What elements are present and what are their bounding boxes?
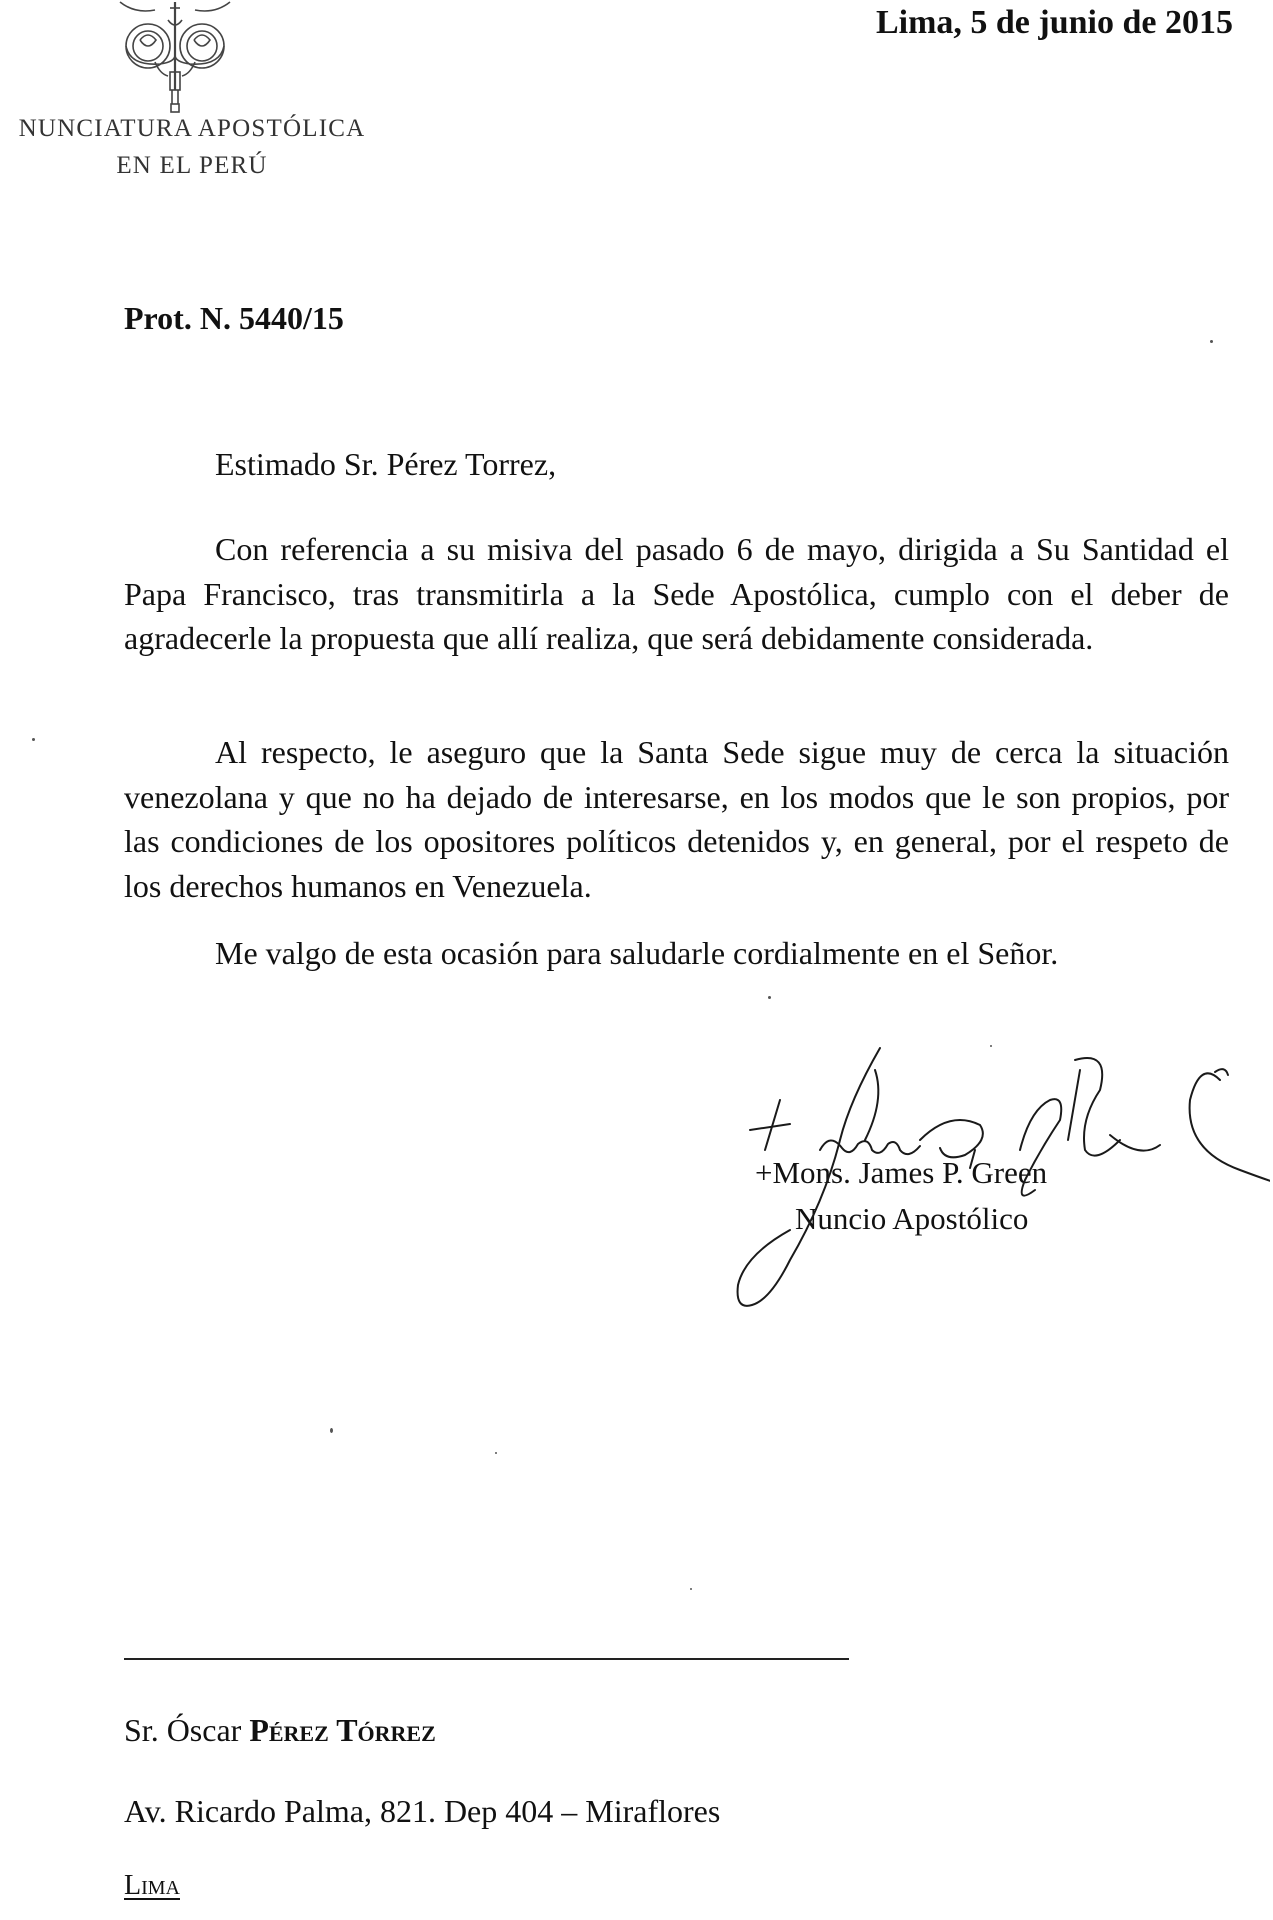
letter-date: Lima, 5 de junio de 2015 (875, 4, 1233, 41)
scan-speck (330, 1428, 333, 1433)
body-paragraph-2: Al respecto, le aseguro que la Santa Sede sigue muy de cerca la situación venezolana y que no ha dejado de interesarse, en los modos que le son propios, por las condiciones de los opositores políticos detenidos y, en general, por el respeto de los derechos humanos en Venezuela. (124, 734, 1229, 904)
recipient-name (124, 1712, 436, 1749)
scan-speck (32, 738, 35, 741)
scan-speck (1210, 340, 1213, 343)
salutation: Estimado Sr. Pérez Torrez, (215, 446, 557, 482)
scan-speck (690, 1588, 692, 1590)
signatory-title: Nuncio Apostólico (795, 1201, 1029, 1236)
protocol-number: Prot. N. 5440/15 (124, 300, 344, 336)
scan-speck (768, 996, 771, 999)
recipient-city: Lima (124, 1870, 180, 1901)
scan-speck (495, 1452, 497, 1454)
papal-crest-icon (100, 0, 250, 118)
body-paragraph-1: Con referencia a su misiva del pasado 6 de mayo, dirigida a Su Santidad el Papa Francisco, tras transmitirla a la Sede Apostólica, cumplo con el deber de agradecerle la propuesta que allí realiza, que será debidamente considerada. (124, 531, 1229, 656)
letterhead (0, 110, 392, 184)
letterhead-org-line2: EN EL PERÚ (116, 152, 268, 179)
handwritten-signature (680, 1040, 1270, 1330)
recipient-address: Av. Ricardo Palma, 821. Dep 404 – Miraflores (124, 1793, 721, 1829)
recipient-name-prefix: Sr. Óscar (124, 1712, 250, 1748)
recipient-surname: Pérez Tórrez (249, 1712, 436, 1748)
signatory-name: +Mons. James P. Green (755, 1155, 1048, 1190)
closing-line: Me valgo de esta ocasión para saludarle cordialmente en el Señor. (215, 935, 1059, 971)
letterhead-org-line1: NUNCIATURA APOSTÓLICA (18, 115, 366, 142)
scan-speck (990, 1045, 992, 1047)
recipient-divider (124, 1658, 849, 1660)
